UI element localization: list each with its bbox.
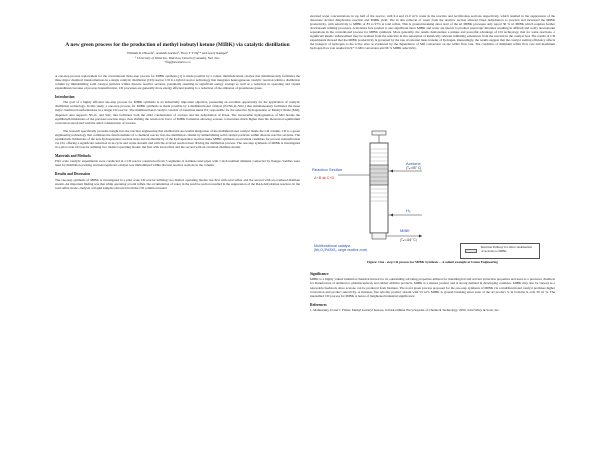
- process-figure: [310, 127, 555, 265]
- catalyst-label: Multifunctional catalyst: [314, 244, 351, 248]
- results-continued-paragraph: elevated water concentrations in top half of the reactor, with 9.4 and 21.0 wt% water in the reactive and rectification sections respectively, which resulted in the suppression of the diacetone alcohol dehydration reaction and MIBK yield. The in situ removal of water from the reactive section allowed DAA dehydration to proceed and increased the MIBK productivity, with selectivity to MIBK of 83 to 97% at total reflux. This is ground-breaking since start of the art MIBK processes only report 30 % wt MIBK which requires further downstream refining processes. A moisture free product is also significant since MIBK and water are known to produce azeotropic mixtures resulting in difficult and costly downstream separations in the conventional process for MIBK synthesis. More generally, the results demonstrate a unique and powerful advantage of CD technology, that for some reactions, a significant kinetic enhancement may be realized from the selective in situ separation of kinetically relevant inhibiting substances from the reactant in the catalyst bed. The results of CD experiments showed that the MIBK productivity is governed by the rate of external mass transfer of hydrogen. Interestingly, the results suggest that the catalyst wetting efficiency affects the transport of hydrogen to the active sites as evidenced by the dependence of MO conversion on the reflux flow rate. The condition of minimum reflux flow rate and maximum hydrogen flow rate resulted in 97 % MO conversion and 96 % MIBK selectivity.: [310, 14, 555, 51]
- results-heading: Results and Discussion: [55, 172, 90, 177]
- reaction-section-label: Reaction Section: [312, 167, 343, 172]
- condenser: [372, 131, 386, 135]
- intro-paragraph-2: The research specifically provides insight into the reaction engineering that enabled the successful integration of the multifunctional catalyst inside the CD column. CD is a green engineering technology that combines the functionalities of a chemical reactor into the distillation column by immobilizing solid catalyst particles within discrete reactive sections. The equilibrium- limitations of the non-hydrogenation reaction steps and exothermicity of the hydrogenation reaction make MIBK synthesis an excellent candidate for process intensification via CD, offering a significant reduction in in-cycle and waste streams and with the evolved reaction heat driving the distillation process. The one-step synthesis of MIBK is investigated in a pilot scale CD reactor utilizing two distinct operating modes; the first with total reflux and the second with an overhead distillate stream.: [55, 128, 300, 149]
- intro-paragraph-1: The goal of a highly efficient one-step process for MIBK synthesis is an industrially important objective, presenting an excellent opportunity for the application of catalytic distillation technology. In this study, a one-step process for MIBK synthesis is made possible by a multifunctional catalyst (Pd/Nb₂O₅/SiO₂) that simultaneously facilitates the three major chemical transformations in a single CD reactor. The multifunctional catalyst consists of transition metal Pd, responsible for the selective hydrogenation of Mesityl Oxide (MO), dispersed onto supports Nb₂O₅ and SiO₂ that facilitates both the aldol condensation of acetone and the dehydration of DAA. The irreversible hydrogenation of MO breaks the equilibrium limitations of the previous reaction steps, thus shifting the reaction in favor of MIBK formation allowing acetone conversions much higher than the theoretical equilibrium conversion associated with the aldol condensation of acetone.: [55, 100, 300, 125]
- cd-column-diagram: [310, 127, 555, 259]
- methods-paragraph: Pilot scale catalytic experiments were conducted in a CD reactor constructed from 5 segments of stainless steel pipes with 1 inch nominal diameter connected by flanges. Saddles were used for distillation packing and heterogeneous catalyst was immobilized within discrete reactive sections in the column.: [55, 159, 300, 168]
- legend-text: Reaction Pathway for aldol condensation of Acetone to MIBK: [481, 245, 532, 253]
- legend-swatch: [465, 249, 477, 253]
- reaction-pathway-legend: [460, 243, 540, 259]
- distillation-column: [370, 143, 388, 233]
- left-column: [55, 42, 300, 194]
- significance-heading: Significance: [310, 272, 329, 276]
- reference-1: 1. Mathusamy, D and J. Fisher, Methyl Isobutyl Ketone, in Kirk-Othmer Encyclopedia of Chemical Technology. 2000, John Wiley & Sons, Inc.: [310, 308, 500, 313]
- reactive-zone: [370, 165, 388, 185]
- figure-caption: Figure: One - step CD process for MIBK Synthesis -- A salient example of Green Engineering: [367, 260, 498, 264]
- significance-paragraph: MIBK is a highly valued industrial chemical known for its outstanding solvating properties utilized for metallurgical and solvent extraction properties and used as a precursor chemical for manufacture of antibiotics, pharmaceuticals and rubber additive products. MIBK is a mature product and is strong demand in developing countries. MIBK may also be viewed as a renewable feedstock since acetone can be produced from biomass. The novel green process proposed for the one-step synthesis of MIBK via a multifunctional catalyst promises higher conversion and product selectivity. A moisture free reboiler product stream with 53 wt% MIBK is ground breaking since state of the art product % in bottoms is only 30 wt %. The intensified CD process for MIBK is hence of heightened industrial significance: [310, 277, 555, 298]
- abstract: A one-step process replacement for the conventional three-step process for MIBK synthesis [1] is made possible by a robust, multifunctional catalyst that simultaneously facilitates the three major chemical transformations in a single catalytic distillation (CD) reactor. CD is a hybrid reactor technology that integrates heterogeneous catalytic reaction within a distillation column by immobilizing solid catalyst particles within discrete reactive sections, potentially resulting in significant energy savings as well as a reduction in operating and capital expenditures because of process intensification. CD processes are generally more energy efficient leading to a reduction of the emission of greenhouse gases.: [55, 73, 300, 90]
- affiliation: ¹ University of Waterloo, Waterloo, Ontario (Canada), N2L 3G1: [135, 55, 220, 60]
- mibk-temp: (Tₙ=116° C): [400, 238, 417, 242]
- acetone-label: Acetone: [406, 161, 421, 166]
- references-heading: References: [310, 302, 327, 307]
- author-list: William K O'Keefe¹, Aashish Garnier¹, Flora T T Ng¹* and Garry Rempel¹: [127, 51, 228, 56]
- intro-heading: Introduction: [55, 94, 75, 99]
- right-column-bottom: [310, 267, 555, 312]
- reaction-equation: A+B ⇌ C+D: [314, 176, 335, 180]
- reboiler: [372, 233, 386, 239]
- h2-label: H₂: [406, 208, 411, 213]
- catalyst-formula: (Nb₂O₅/Pd/SiO₂, single reactive zone): [314, 248, 368, 252]
- contact-email: *fng@uwaterloo.ca: [164, 59, 191, 64]
- methods-heading: Materials and Methods: [55, 153, 91, 158]
- acetone-temp: (Tₙ=56° C): [406, 166, 422, 170]
- paper-title: A new green process for the production of methyl isobutyl ketone (MIBK) via catalytic distillation: [65, 42, 290, 48]
- results-paragraph: The one-step synthesis of MIBK is investigated in a pilot scale CD reactor utilizing two distinct operating modes; the first with total reflux and the second with an overhead distillate stream. An important finding was that while operating at total reflux, the accumulation of water in the reactive section resulted in the suppression of the DAA dehydration reaction. In the total reflux mode, analysis of liquid samples extracted from the CD column revealed: [55, 177, 300, 190]
- mibk-label: MIBK: [400, 228, 410, 233]
- right-column-top: [310, 14, 555, 54]
